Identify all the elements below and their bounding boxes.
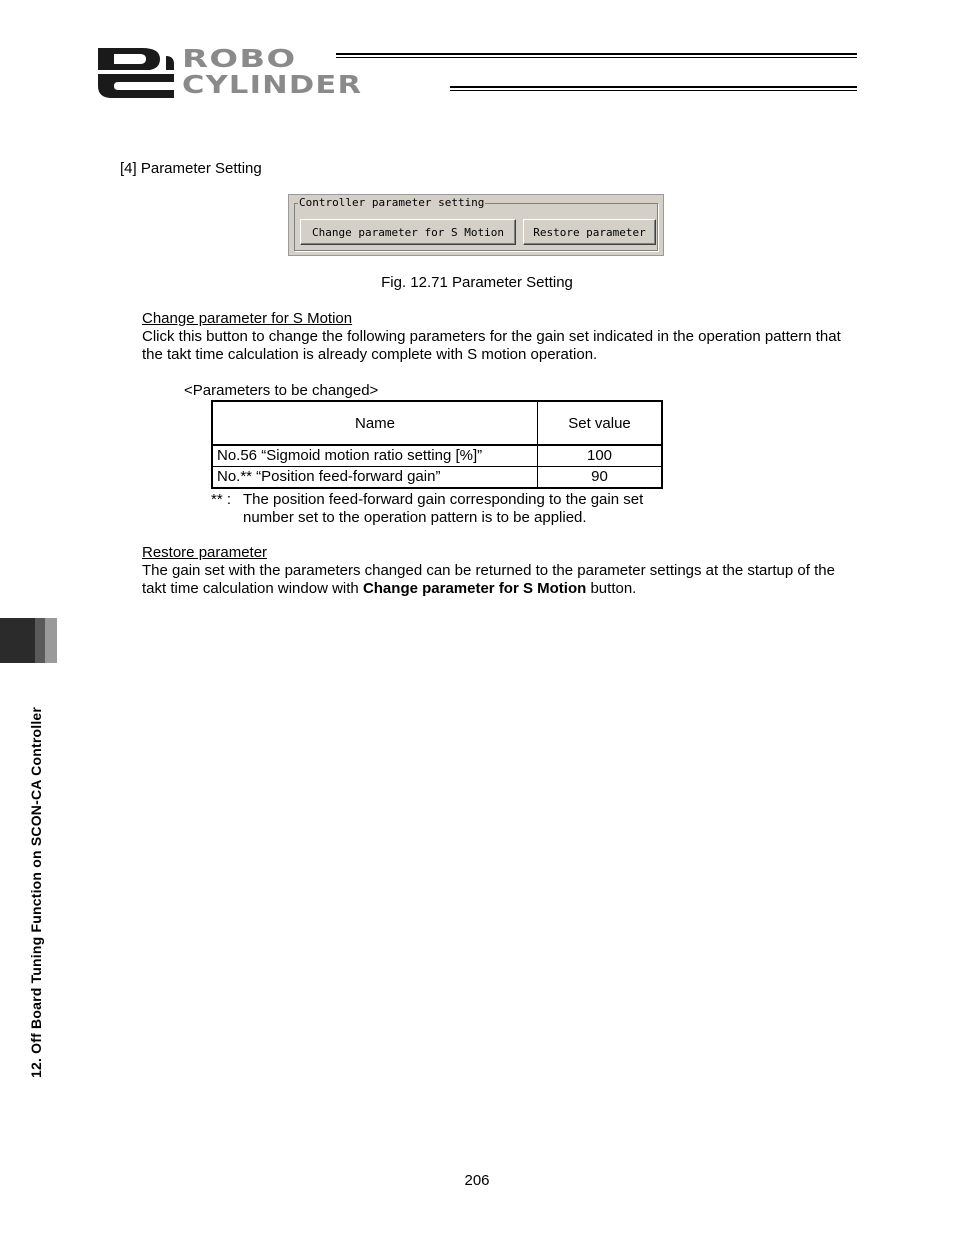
table-note-text: The position feed-forward gain corresponding to the gain set number set to the operation pattern is to be applied.: [243, 491, 644, 526]
header-rule-top: [336, 53, 857, 58]
parameters-heading: <Parameters to be changed>: [184, 382, 379, 399]
chapter-side-label: 12. Off Board Tuning Function on SCON-CA Controller: [28, 706, 44, 1078]
header-rule-bottom: [450, 86, 857, 91]
chapter-tab-dark: [0, 618, 35, 663]
page-number: 206: [464, 1172, 490, 1189]
chapter-tab-light: [45, 618, 57, 663]
rc-logo-icon: [96, 44, 176, 100]
restore-text-bold: Change parameter for S Motion: [362, 580, 587, 597]
groupbox-title: Controller parameter setting: [299, 196, 485, 209]
restore-parameter-button[interactable]: Restore parameter: [523, 219, 656, 245]
logo-text-robo: ROBO: [182, 44, 297, 73]
param-name: No.** “Position feed-forward gain”: [212, 467, 538, 489]
param-value: 90: [538, 467, 663, 489]
parameters-table: [211, 400, 663, 489]
restore-text-before: The gain set with the parameters changed can be returned to the parameter settings at the startup of the takt time calculation window with: [142, 562, 835, 597]
param-value: 100: [538, 445, 663, 467]
table-row: [212, 467, 662, 489]
restore-text-after: button.: [586, 580, 637, 597]
figure-caption: Fig. 12.71 Parameter Setting: [381, 274, 573, 291]
table-note-mark: ** :: [211, 491, 232, 508]
table-header-row: [212, 401, 662, 445]
chapter-tab-mid: [35, 618, 45, 663]
column-header-set-value: Set value: [538, 401, 663, 445]
param-name: No.56 “Sigmoid motion ratio setting [%]”: [212, 445, 538, 467]
change-parameter-s-motion-button[interactable]: Change parameter for S Motion: [300, 219, 516, 245]
restore-description: [142, 562, 862, 598]
change-s-motion-description: Click this button to change the following parameters for the gain set indicated in the operation pattern that the takt time calculation is already complete with S motion operation.: [142, 328, 841, 363]
restore-subheading: Restore parameter: [142, 544, 268, 561]
change-s-motion-subheading: Change parameter for S Motion: [142, 310, 353, 327]
column-header-name: Name: [212, 401, 538, 445]
logo-text-cylinder: CYLINDER: [182, 70, 363, 99]
parameter-setting-panel: [288, 194, 664, 256]
table-row: [212, 445, 662, 467]
section-heading: [4] Parameter Setting: [120, 160, 262, 177]
